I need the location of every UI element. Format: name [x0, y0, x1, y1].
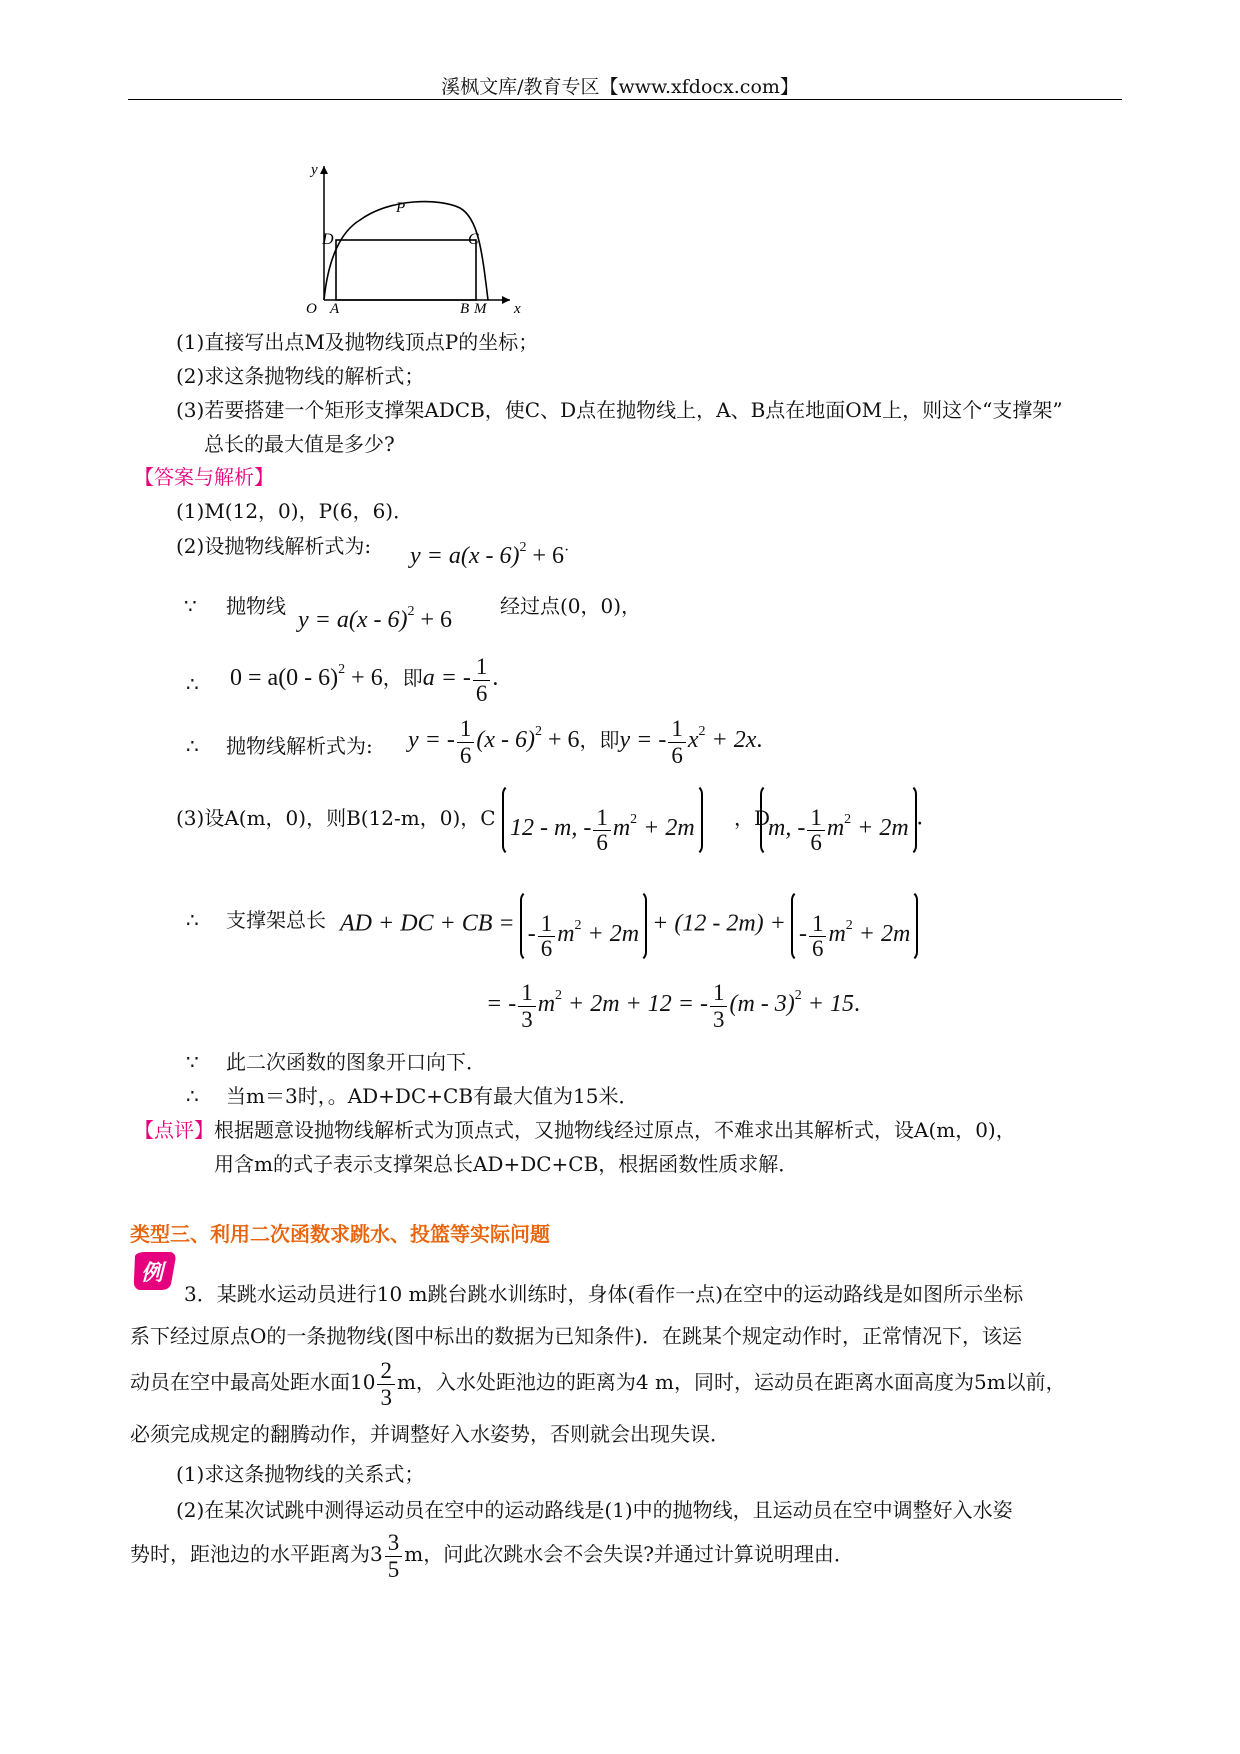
example-badge	[131, 1250, 177, 1292]
example-line-4: 必须完成规定的翻腾动作，并调整好入水姿势，否则就会出现失误．	[130, 1422, 730, 1446]
example-q1: (1)求这条抛物线的关系式；	[176, 1462, 425, 1486]
eq-vertex-form: y = a(x - 6)$^2$ + 6·	[410, 540, 570, 569]
line-parabola-text: 抛物线	[226, 594, 286, 618]
therefore-symbol-4: ∴	[186, 1084, 199, 1108]
example-line-3: 动员在空中最高处距水面10 $\frac{2}{3}$ m，入水处距池边的距离为4 m，同时，运动员在距离水面高度为5m以前，	[130, 1358, 1066, 1410]
therefore-symbol-3: ∴	[186, 908, 199, 932]
question-2: (2)求这条抛物线的解析式；	[176, 364, 425, 388]
page-header: 溪枫文库/教育专区【www.xfdocx.com】	[441, 76, 799, 98]
eq-parabola: y = - $\frac{1}{6}$ (x - 6)$^2$ + 6，即y = - $\frac{1}{6}$ $x^2 + 2x$.	[408, 716, 763, 768]
answer-3-d-label: ，D	[734, 806, 771, 830]
fig-label-O: O	[306, 301, 317, 315]
because-symbol-1: ∵	[184, 594, 197, 618]
eq-solve-a: 0 = a(0 - 6)$^2$ + 6，即a = - $\frac{1}{6}$ .	[230, 654, 499, 706]
parabola-figure	[300, 160, 540, 315]
total-length-text: 支撑架总长	[226, 908, 326, 932]
fig-label-A: A	[330, 301, 340, 315]
because-symbol-2: ∵	[186, 1050, 199, 1074]
header-rule	[128, 99, 1122, 100]
eq-total-length: AD + DC + CB = - $\frac{1}{6}$ $m^2 + 2m + (12 - 2m)$ + - $\frac{1}{6}$ $m^2 + 2m$	[340, 890, 918, 962]
eq-point-c: 12 - m, - $\frac{1}{6}$ $m^2 + 2m$	[502, 784, 703, 856]
fig-label-x: x	[514, 301, 521, 315]
example-line-1: 3．某跳水运动员进行10 m跳台跳水训练时，身体(看作一点)在空中的运动路线是如图所示坐标	[184, 1282, 1024, 1306]
question-3a: (3)若要搭建一个矩形支撑架ADCB，使C、D点在抛物线上，A、B点在地面OM上，则这个“支撑架”	[176, 398, 1063, 422]
answer-tag: 【答案与解析】	[134, 465, 274, 489]
therefore-symbol-1: ∴	[186, 672, 199, 696]
fig-label-B: B	[460, 301, 470, 315]
max-value-text: 当m＝3时，。AD+DC+CB有最大值为15米．	[226, 1084, 639, 1108]
example-line-2: 系下经过原点O的一条抛物线(图中标出的数据为已知条件)．在跳某个规定动作时，正常情况下，该运	[130, 1324, 1023, 1348]
eq-vertex-form-2: y = a(x - 6)$^2$ + 6	[298, 604, 453, 633]
eq-total-simplified: = - $\frac{1}{3}$ $m^2 + 2m + 12$ = - $\frac{1}{3}$ (m - 3)$^2$ + 15.	[486, 980, 860, 1032]
example-q2a: (2)在某次试跳中测得运动员在空中的运动路线是(1)中的抛物线，且运动员在空中调整好入水姿	[176, 1498, 1013, 1522]
answer-2-label: (2)设抛物线解析式为:	[176, 534, 372, 558]
section-title: 类型三、利用二次函数求跳水、投篮等实际问题	[130, 1222, 550, 1246]
comment-line-2: 用含m的式子表示支撑架总长AD+DC+CB，根据函数性质求解．	[214, 1152, 799, 1176]
line-parabola-expr-text: 抛物线解析式为:	[226, 734, 373, 758]
opens-down-text: 此二次函数的图象开口向下．	[226, 1050, 486, 1074]
fig-label-D: D	[322, 231, 334, 248]
therefore-symbol-2: ∴	[186, 734, 199, 758]
line-passes-origin: 经过点(0，0)，	[500, 594, 642, 618]
fig-label-y: y	[311, 162, 318, 178]
comment-tag: 【点评】	[134, 1118, 214, 1142]
fig-label-P: P	[396, 200, 406, 216]
comment-line-1: 根据题意设抛物线解析式为顶点式，又抛物线经过原点，不难求出其解析式，设A(m，0)，	[214, 1118, 1016, 1142]
answer-3-label: (3)设A(m，0)，则B(12-m，0)，C	[176, 806, 496, 830]
answer-1: (1)M(12，0)，P(6，6)．	[176, 499, 414, 523]
fig-label-C: C	[468, 231, 479, 248]
question-1: (1)直接写出点M及抛物线顶点P的坐标；	[176, 330, 539, 354]
question-3b: 总长的最大值是多少?	[204, 432, 395, 456]
fig-label-M: M	[474, 301, 487, 315]
example-q2b: 势时，距池边的水平距离为3 $\frac{3}{5}$ m，问此次跳水会不会失误?并通过计算说明理由．	[130, 1530, 854, 1582]
eq-point-d: m, - $\frac{1}{6}$ $m^2 + 2m$ .	[760, 784, 923, 856]
example-badge-label: 例	[141, 1260, 164, 1286]
